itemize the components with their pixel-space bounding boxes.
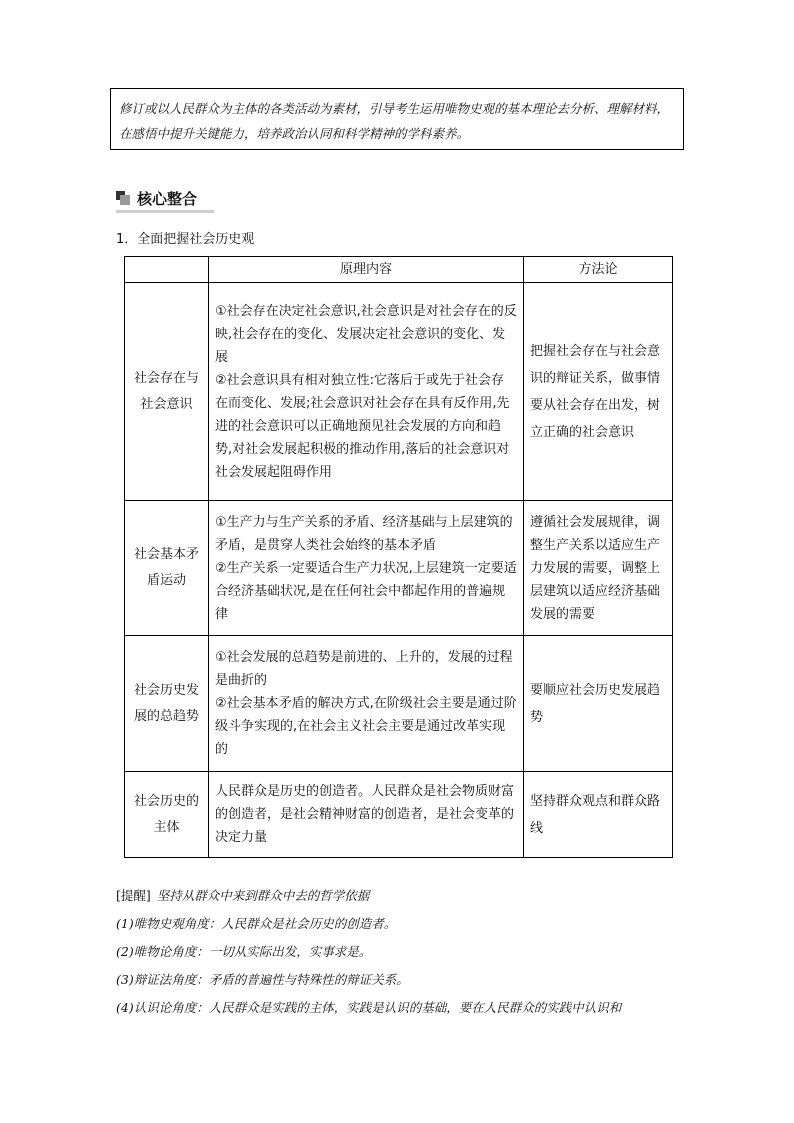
history-view-table [124,256,673,858]
topic-cell [125,283,209,501]
content-text: ①生产力与生产关系的矛盾、经济基础与上层建筑的矛盾，是贯穿人类社会始终的基本矛盾 ②生产关系一定要适合生产力状况,上层建筑一定要适合经济基础状况,是在任何社会中都起作用的普遍规律 [215,514,517,622]
method-text: 把握社会存在与社会意识的辩证关系，做事情要从社会存在出发，树立正确的社会意识 [530,343,661,440]
header-cell-content: 原理内容 [209,257,524,283]
method-cell [524,636,673,772]
method-text: 坚持群众观点和群众路线 [530,793,661,836]
content-cell [209,501,524,636]
list-item: (1)唯物史观角度：人民群众是社会历史的创造者。 [116,916,397,931]
section-square-icon [116,191,130,205]
content-text: 人民群众是历史的创造者。人民群众是社会物质财富的创造者，是社会精神财富的创造者，是社会变革的决定力量 [215,784,515,845]
tip-title: 坚持从群众中来到群众中去的哲学依据 [156,888,370,903]
tip-heading [116,882,686,910]
topic-text: 社会存在与社会意识 [133,370,199,412]
header-cell-topic [125,257,209,283]
content-cell [209,772,524,858]
table-header-row [125,257,673,283]
subheading: 1．全面把握社会历史观 [116,232,255,247]
method-cell [524,772,673,858]
table-row [125,501,673,636]
content-cell [209,283,524,501]
intro-box [110,88,684,150]
section-underline [116,210,214,213]
method-text: 要顺应社会历史发展趋势 [530,682,661,725]
method-cell [524,501,673,636]
tip-label: [提醒] [116,888,151,903]
content-text: ①社会发展的总趋势是前进的、上升的，发展的过程是曲折的 ②社会基本矛盾的解决方式,在阶级社会主要是通过阶级斗争实现的,在社会主义社会主要是通过改革实现的 [215,650,517,757]
intro-text: 修订或以人民群众为主体的各类活动为素材，引导考生运用唯物史观的基本理论去分析、理解材料，在感悟中提升关键能力，培养政治认同和科学精神的学科素养。 [119,101,670,141]
topic-text: 社会基本矛盾运动 [133,547,199,588]
method-text: 遵循社会发展规律，调整生产关系以适应生产力发展的需要，调整上层建筑以适应经济基础发展的需要 [530,514,661,622]
section-heading [116,186,197,210]
topic-text: 社会历史的主体 [133,793,199,835]
list-item: (4)认识论角度：人民群众是实践的主体，实践是认识的基础，要在人民群众的实践中认识和 [116,1000,622,1015]
content-cell [209,636,524,772]
table-row [125,636,673,772]
table-row [125,772,673,858]
topic-cell [125,501,209,636]
list-item: (3)辩证法角度：矛盾的普遍性与特殊性的辩证关系。 [116,972,409,987]
topic-cell [125,636,209,772]
content-text: ①社会存在决定社会意识,社会意识是对社会存在的反映,社会存在的变化、发展决定社会意识的变化、发展 ②社会意识具有相对独立性:它落后于或先于社会存在而变化、发展;社会意识对社会存在具有反作用,先进的社会意识可以正确地预见社会发展的方向和趋势,对社会发展起积极的推动作用,落后的社会意识对社会发展起阻碍作用 [215,303,517,480]
topic-cell [125,772,209,858]
list-item: (2)唯物论角度：一切从实际出发，实事求是。 [116,944,372,959]
section-title: 核心整合 [137,189,198,208]
tip-section [116,882,686,1022]
header-cell-method: 方法论 [524,257,673,283]
table-row [125,283,673,501]
topic-text: 社会历史发展的总趋势 [133,682,199,724]
method-cell [524,283,673,501]
